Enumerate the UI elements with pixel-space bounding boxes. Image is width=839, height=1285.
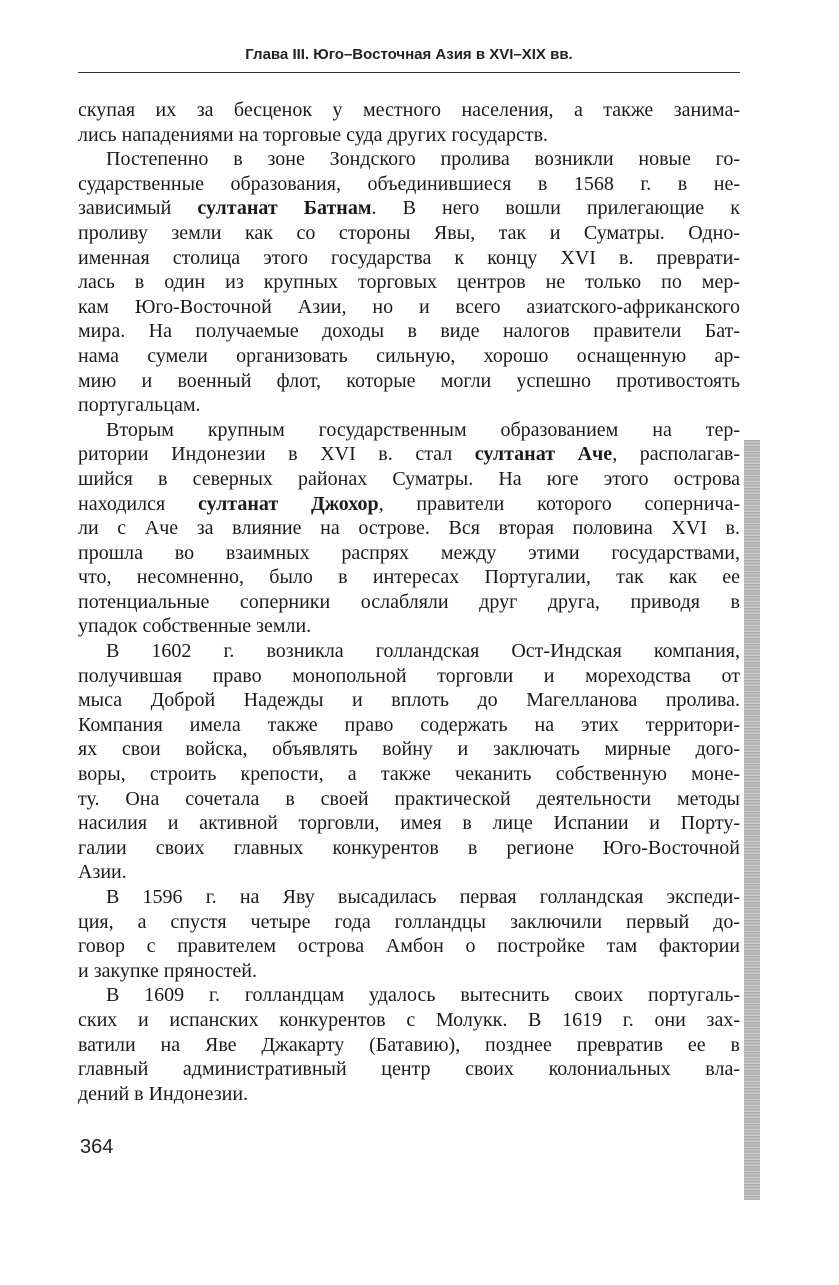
page-number: 364 xyxy=(80,1136,114,1158)
text-segment: шийся в северных районах Суматры. На юге этого острова xyxy=(78,467,740,490)
text-line xyxy=(78,516,740,541)
paragraph xyxy=(78,98,740,147)
text-segment: упадок собственные земли. xyxy=(78,615,312,638)
text-segment: мию и военный флот, которые могли успешно противостоять xyxy=(78,369,740,392)
text-line xyxy=(78,1082,740,1107)
text-line xyxy=(78,713,740,738)
text-segment: насилия и активной торговли, имея в лице Испании и Порту- xyxy=(78,812,740,835)
text-line xyxy=(78,860,740,885)
text-line xyxy=(78,467,740,492)
text-segment: . В него вошли прилегающие к xyxy=(371,197,740,220)
text-segment: Вторым крупным государственным образованием на тер- xyxy=(106,418,740,441)
text-segment: что, несомненно, было в интересах Португалии, так как ее xyxy=(78,566,740,589)
text-line xyxy=(78,442,740,467)
text-line xyxy=(78,1008,740,1033)
text-line xyxy=(78,344,740,369)
text-segment: получившая право монопольной торговли и мореходства от xyxy=(78,664,740,687)
chapter-header: Глава III. Юго–Восточная Азия в XVI–XIX вв. xyxy=(245,46,573,63)
text-segment: ли с Аче за влияние на острове. Вся вторая половина XVI в. xyxy=(78,517,740,540)
text-line xyxy=(78,393,740,418)
text-line xyxy=(78,1057,740,1082)
text-segment: лась в один из крупных торговых центров не только по мер- xyxy=(78,271,740,294)
text-line xyxy=(78,910,740,935)
text-segment: ция, а спустя четыре года голландцы заключили первый до- xyxy=(78,910,740,933)
text-line xyxy=(78,836,740,861)
text-segment: зависимый xyxy=(78,197,198,220)
text-line xyxy=(78,787,740,812)
text-line xyxy=(78,983,740,1008)
text-line xyxy=(78,688,740,713)
text-segment: потенциальные соперники ослабляли друг друга, приводя в xyxy=(78,590,740,613)
text-line xyxy=(78,369,740,394)
text-line xyxy=(78,246,740,271)
text-segment: , правители которого сопернича- xyxy=(378,492,740,515)
text-line xyxy=(78,762,740,787)
text-segment: В 1596 г. на Яву высадилась первая голландская экспеди- xyxy=(106,886,740,908)
text-line xyxy=(78,98,740,123)
text-line xyxy=(78,270,740,295)
text-segment: мира. На получаемые доходы в виде налогов правители Бат- xyxy=(78,320,740,343)
text-segment: Компания имела также право содержать на этих территори- xyxy=(78,713,740,736)
text-line xyxy=(78,664,740,689)
text-line xyxy=(78,319,740,344)
text-line xyxy=(78,295,740,320)
page-edge-scan-shadow xyxy=(744,440,760,1200)
text-segment: дений в Индонезии. xyxy=(78,1082,249,1105)
text-segment: и закупке пряностей. xyxy=(78,959,258,982)
text-segment: ту. Она сочетала в своей практической деятельности методы xyxy=(78,787,740,810)
text-segment: проливу земли как со стороны Явы, так и Суматры. Одно- xyxy=(78,221,740,244)
paragraph xyxy=(78,885,740,983)
text-segment: ватили на Яве Джакарту (Батавию), позднее превратив ее в xyxy=(78,1033,740,1056)
text-segment: именная столица этого государства к концу XVI в. преврати- xyxy=(78,246,740,269)
text-segment: прошла во взаимных распрях между этими государствами, xyxy=(78,541,740,564)
text-line xyxy=(78,1033,740,1058)
text-segment: , располагав- xyxy=(612,443,740,466)
text-segment: сударственные образования, объединившиеся в 1568 г. в не- xyxy=(78,172,740,195)
text-segment: лись нападениями на торговые суда других государств. xyxy=(78,123,549,146)
text-line xyxy=(78,172,740,197)
text-segment: галии своих главных конкурентов в регионе Юго-Восточной xyxy=(78,836,740,859)
text-segment: ритории Индонезии в XVI в. стал xyxy=(78,443,475,466)
header-rule xyxy=(78,72,740,73)
text-segment: нама сумели организовать сильную, хорошо оснащенную ар- xyxy=(78,344,740,367)
text-line xyxy=(78,492,740,517)
text-line xyxy=(78,934,740,959)
text-segment: говор с правителем острова Амбон о постройке там фактории xyxy=(78,935,740,958)
text-segment: ях свои войска, объявлять войну и заключать мирные дого- xyxy=(78,738,740,761)
text-line xyxy=(78,418,740,443)
text-line xyxy=(78,196,740,221)
bold-term: султанат Аче xyxy=(474,443,613,466)
text-line xyxy=(78,885,740,910)
text-line xyxy=(78,639,740,664)
text-line xyxy=(78,590,740,615)
text-line xyxy=(78,221,740,246)
text-line xyxy=(78,614,740,639)
paragraph xyxy=(78,639,740,885)
text-line xyxy=(78,959,740,984)
text-segment: В 1602 г. возникла голландская Ост-Индская компания, xyxy=(106,640,740,663)
text-segment: В 1609 г. голландцам удалось вытеснить своих португаль- xyxy=(106,984,740,1007)
text-line xyxy=(78,541,740,566)
text-segment: ских и испанских конкурентов с Молукк. В 1619 г. они зах- xyxy=(78,1008,740,1031)
body-text xyxy=(78,98,740,1106)
text-line xyxy=(78,565,740,590)
text-segment: кам Юго-Восточной Азии, но и всего азиатского-африканского xyxy=(78,295,740,318)
paragraph xyxy=(78,983,740,1106)
text-line xyxy=(78,811,740,836)
bold-term: султанат Джохор xyxy=(197,492,379,515)
text-segment: главный административный центр своих колониальных вла- xyxy=(78,1058,740,1081)
text-segment: Азии. xyxy=(78,861,127,884)
text-segment: воры, строить крепости, а также чеканить собственную моне- xyxy=(78,763,740,786)
bold-term: султанат Батнам xyxy=(197,197,372,220)
text-segment: Постепенно в зоне Зондского пролива возникли новые го- xyxy=(106,148,740,171)
text-segment: скупая их за бесценок у местного населения, а также занима- xyxy=(78,99,740,121)
text-segment: находился xyxy=(78,492,198,515)
paragraph xyxy=(78,147,740,418)
text-line xyxy=(78,147,740,172)
text-line xyxy=(78,123,740,148)
text-segment: португальцам. xyxy=(78,394,201,417)
text-segment: мыса Доброй Надежды и вплоть до Магелланова пролива. xyxy=(78,689,740,712)
paragraph xyxy=(78,418,740,639)
text-line xyxy=(78,737,740,762)
